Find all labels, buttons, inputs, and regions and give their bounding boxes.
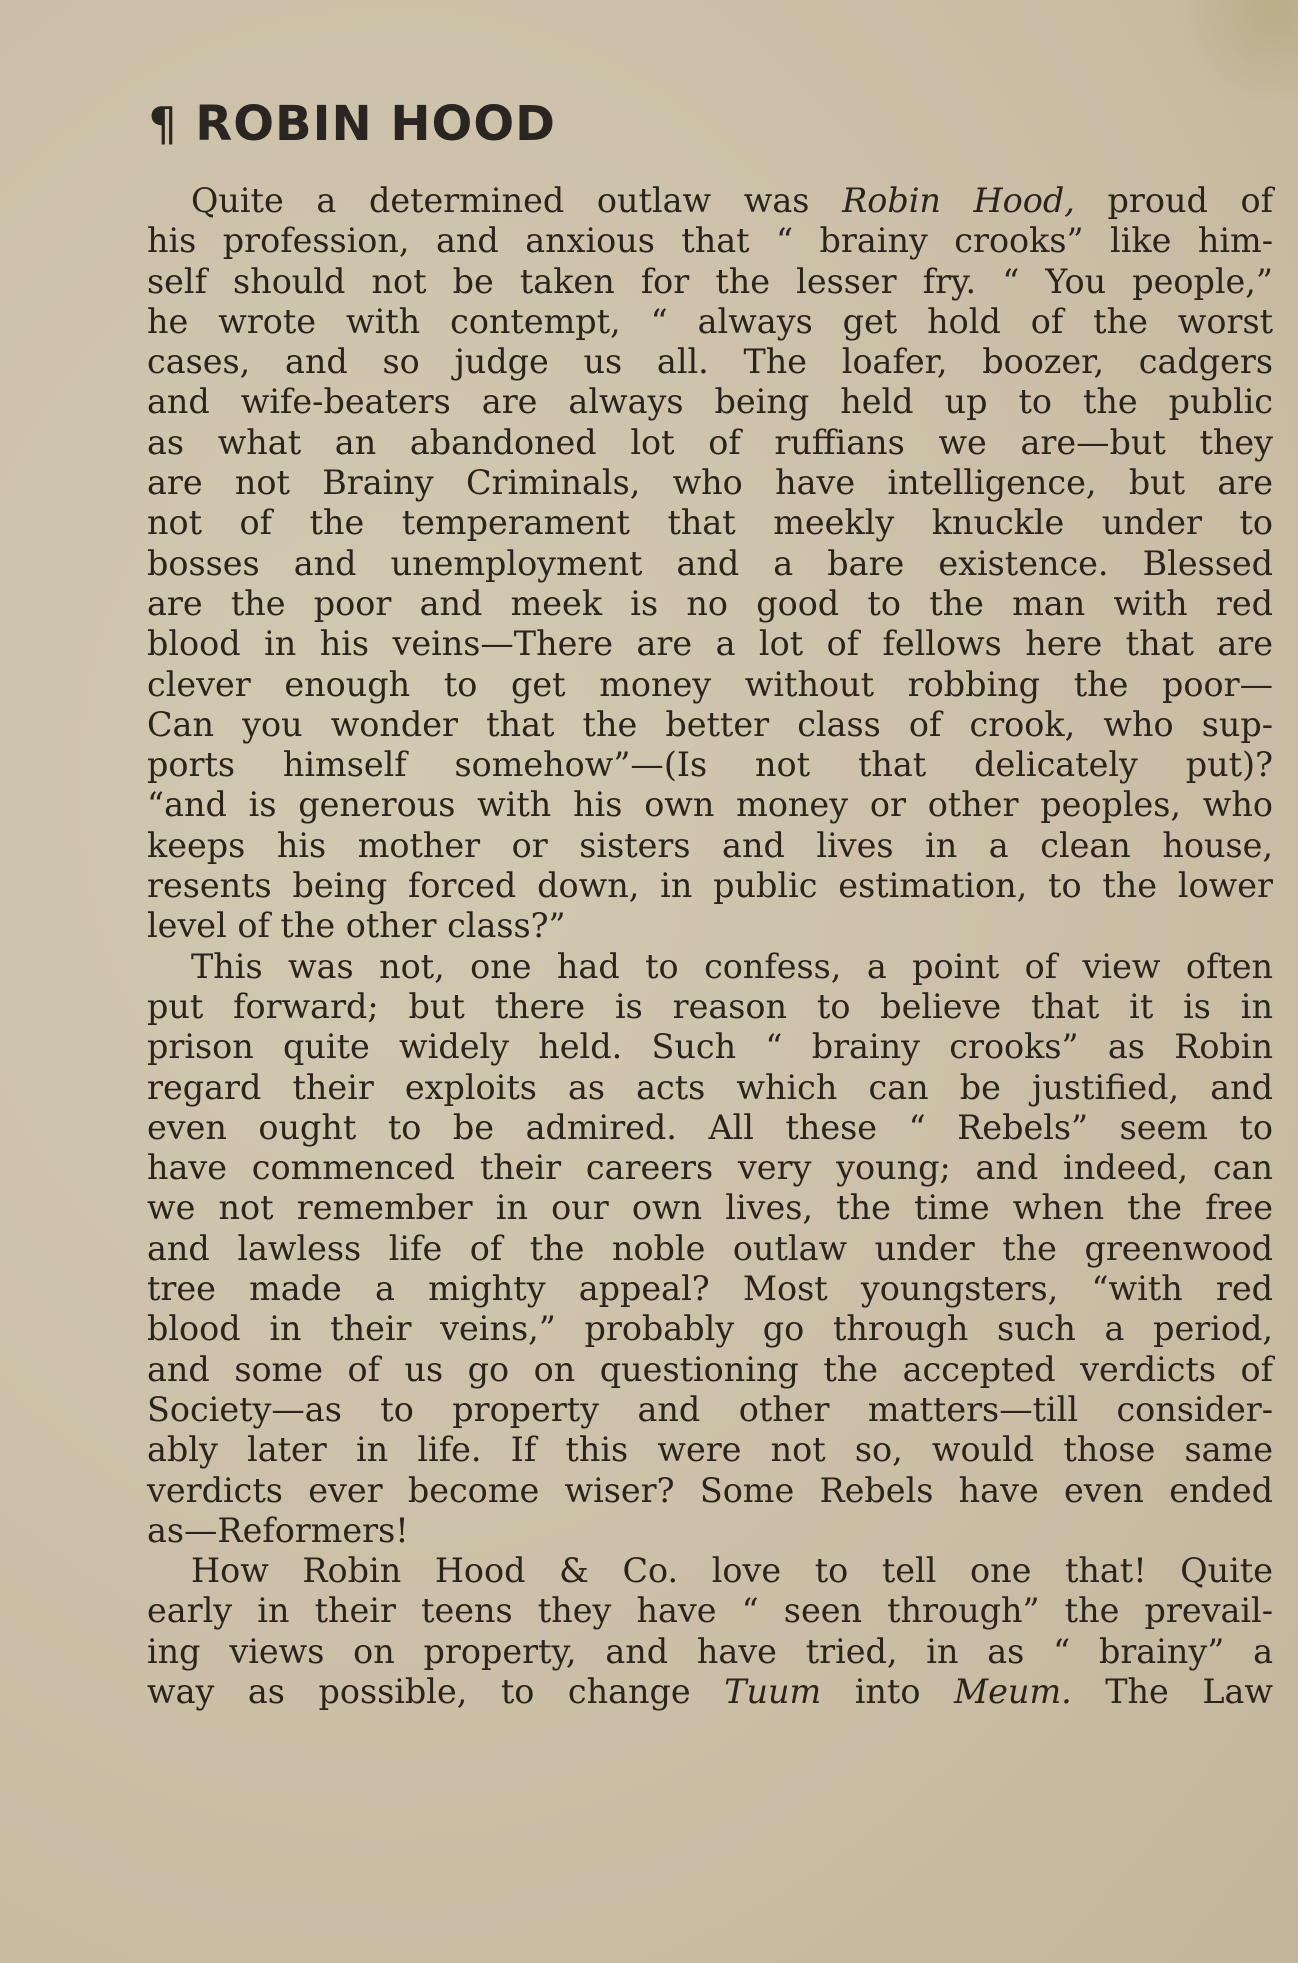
text-line [147,584,1273,624]
line-text: clever enough to get money without robbing the poor— [147,664,1273,704]
paragraph [147,947,1273,1551]
text-line [147,1027,1273,1067]
text-line [147,665,1273,705]
line-text: as what an abandoned lot of ruffians we are—but they [147,422,1273,462]
text-line [147,745,1273,785]
line-text: ably later in life. If this were not so, would those same [147,1430,1273,1470]
text-line [147,1672,1273,1712]
line-text: cases, and so judge us all. The loafer, boozer, cadgers [147,342,1273,382]
line-text: regard their exploits as acts which can be justified, and [147,1067,1273,1107]
text-line [147,1148,1273,1188]
text-line [147,463,1273,503]
line-text: he wrote with contempt, “ always get hold of the worst [147,301,1273,341]
line-text: This was not, one had to confess, a point of view often [191,946,1273,986]
line-text: and some of us go on questioning the accepted verdicts of [147,1349,1273,1389]
line-text: not of the temperament that meekly knuckle under to [147,503,1273,543]
line-text: are not Brainy Criminals, who have intelligence, but are [147,463,1273,503]
paragraph [147,1551,1273,1712]
text-line [147,826,1273,866]
line-text: blood in their veins,” probably go through such a period, [147,1309,1273,1349]
pilcrow-icon: ¶ [148,97,178,151]
line-text: level of the other class?” [147,906,566,946]
text-line [147,1108,1273,1148]
text-line [147,624,1273,664]
text-line [147,1551,1273,1591]
text-line [147,1632,1273,1672]
line-text: way as possible, to change [147,1671,725,1711]
text-line [147,785,1273,825]
section-heading [148,96,556,152]
line-text: proud of [1074,181,1273,220]
line-text: we not remember in our own lives, the time when the free [147,1188,1273,1228]
text-line [147,1229,1273,1269]
line-text: put forward; but there is reason to believe that it is in [147,986,1273,1026]
line-text: bosses and unemployment and a bare existence. Blessed [147,543,1273,583]
line-text: ports himself somehow”—(Is not that delicately put)? [147,745,1273,785]
italic-text: Meum. [953,1671,1072,1711]
text-line [147,705,1273,745]
text-line [147,221,1273,261]
text-line [147,262,1273,302]
line-text: tree made a mighty appeal? Most youngsters, “with red [147,1269,1273,1309]
line-text: self should not be taken for the lesser fry. “ You people,” [147,261,1273,301]
line-text: even ought to be admired. All these “ Rebels” seem to [147,1107,1273,1147]
text-line [147,1269,1273,1309]
text-line [147,1471,1273,1511]
text-line [147,866,1273,906]
line-text: resents being forced down, in public estimation, to the lower [147,866,1273,906]
line-text: The Law [1071,1671,1273,1711]
line-text: Can you wonder that the better class of crook, who sup- [147,704,1273,744]
line-text: and lawless life of the noble outlaw under the greenwood [147,1228,1273,1268]
text-line [147,947,1273,987]
text-line [147,1188,1273,1228]
italic-text: Robin Hood, [842,181,1075,220]
paragraph [147,181,1273,947]
line-text: and wife-beaters are always being held up to the public [147,382,1273,422]
text-line [147,423,1273,463]
line-text: “and is generous with his own money or other peoples, who [147,785,1273,825]
body-text [147,181,1273,1712]
line-text: verdicts ever become wiser? Some Rebels have even ended [147,1470,1273,1510]
line-text: Quite a determined outlaw was [191,181,843,220]
line-text: ing views on property, and have tried, in as “ brainy” a [147,1631,1273,1671]
text-line [147,987,1273,1027]
text-line [147,342,1273,382]
line-text: as—Reformers! [147,1510,409,1550]
italic-text: Tuum [724,1671,822,1711]
text-line [147,181,1273,221]
text-line [147,1390,1273,1430]
text-line [147,1350,1273,1390]
text-line [147,906,1273,946]
text-line [147,1068,1273,1108]
line-text: prison quite widely held. Such “ brainy crooks” as Robin [147,1027,1273,1067]
text-line [147,382,1273,422]
text-line [147,1591,1273,1631]
text-line [147,1511,1273,1551]
section-title: ROBIN HOOD [195,96,556,152]
text-line [147,302,1273,342]
line-text: blood in his veins—There are a lot of fellows here that are [147,624,1273,664]
text-line [147,503,1273,543]
page-stain [1178,0,1298,110]
line-text: How Robin Hood & Co. love to tell one that! Quite [191,1551,1273,1591]
line-text: have commenced their careers very young; and indeed, can [147,1148,1273,1188]
text-line [147,544,1273,584]
line-text: are the poor and meek is no good to the man with red [147,583,1273,623]
line-text: his profession, and anxious that “ brainy crooks” like him- [147,221,1273,261]
text-line [147,1430,1273,1470]
text-line [147,1309,1273,1349]
line-text: early in their teens they have “ seen through” the prevail- [147,1591,1273,1631]
line-text: Society—as to property and other matters—till consider- [147,1389,1273,1429]
line-text: into [821,1671,954,1711]
line-text: keeps his mother or sisters and lives in a clean house, [147,825,1273,865]
